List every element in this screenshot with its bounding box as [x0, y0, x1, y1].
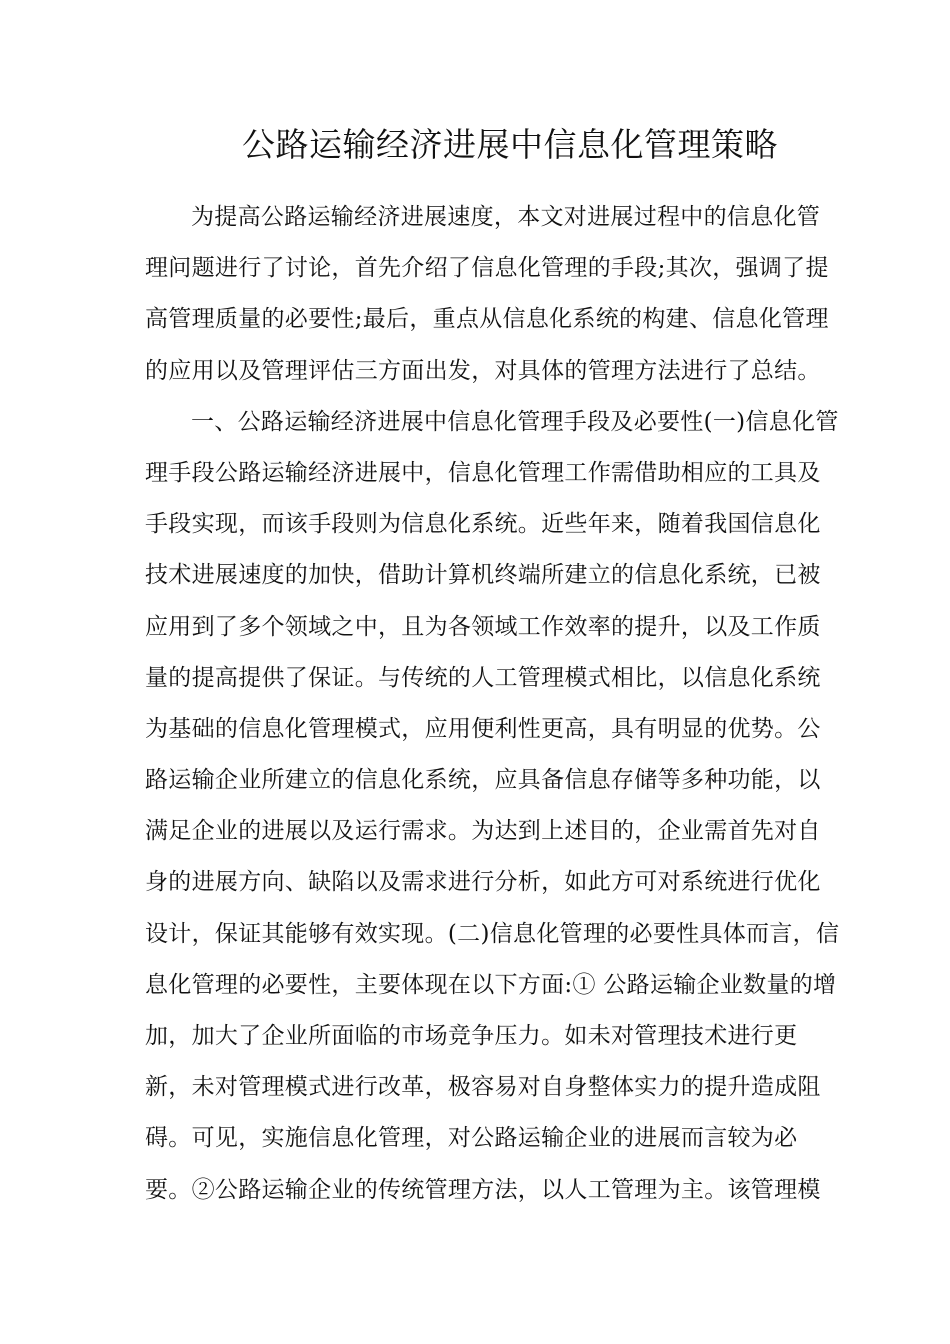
paragraph-line: 要。②公路运输企业的传统管理方法，以人工管理为主。该管理模: [145, 1176, 821, 1203]
paragraph-line: 量的提高提供了保证。与传统的人工管理模式相比，以信息化系统: [145, 664, 821, 691]
paragraph-line: 满足企业的进展以及运行需求。为达到上述目的，企业需首先对自: [145, 818, 821, 845]
paragraph-line: 息化管理的必要性，主要体现在以下方面:① 公路运输企业数量的增: [145, 971, 837, 998]
paragraph-line: 新，未对管理模式进行改革，极容易对自身整体实力的提升造成阻: [145, 1074, 821, 1101]
paragraph-line: 手段实现，而该手段则为信息化系统。近些年来，随着我国信息化: [145, 511, 821, 538]
document-body: [145, 192, 840, 1216]
paragraph-line: 应用到了多个领域之中，且为各领域工作效率的提升，以及工作质: [145, 613, 821, 640]
paragraph-line: 加，加大了企业所面临的市场竞争压力。如未对管理技术进行更: [145, 1023, 798, 1049]
paragraph-line: 为基础的信息化管理模式，应用便利性更高，具有明显的优势。公: [145, 715, 821, 742]
paragraph-line: 的应用以及管理评估三方面出发，对具体的管理方法进行了总结。: [145, 357, 821, 384]
paragraph-line: 路运输企业所建立的信息化系统，应具备信息存储等多种功能，以: [145, 767, 821, 794]
paragraph-line: 技术进展速度的加快，借助计算机终端所建立的信息化系统，已被: [145, 562, 821, 589]
paragraph-line: 高管理质量的必要性;最后，重点从信息化系统的构建、信息化管理: [145, 306, 829, 333]
paragraph-line: 身的进展方向、缺陷以及需求进行分析，如此方可对系统进行优化: [145, 869, 821, 896]
document-title: 公路运输经济进展中信息化管理策略: [242, 125, 778, 164]
paragraph-line: 为提高公路运输经济进展速度，本文对进展过程中的信息化管: [191, 204, 821, 230]
paragraph-line: 理问题进行了讨论，首先介绍了信息化管理的手段;其次，强调了提: [145, 255, 829, 282]
paragraph-line: 一、公路运输经济进展中信息化管理手段及必要性(一)信息化管: [191, 408, 839, 435]
paragraph-line: 理手段公路运输经济进展中，信息化管理工作需借助相应的工具及: [145, 459, 821, 486]
paragraph-line: 碍。可见，实施信息化管理，对公路运输企业的进展而言较为必: [145, 1125, 798, 1152]
paragraph-line: 设计，保证其能够有效实现。(二)信息化管理的必要性具体而言，信: [145, 920, 840, 947]
